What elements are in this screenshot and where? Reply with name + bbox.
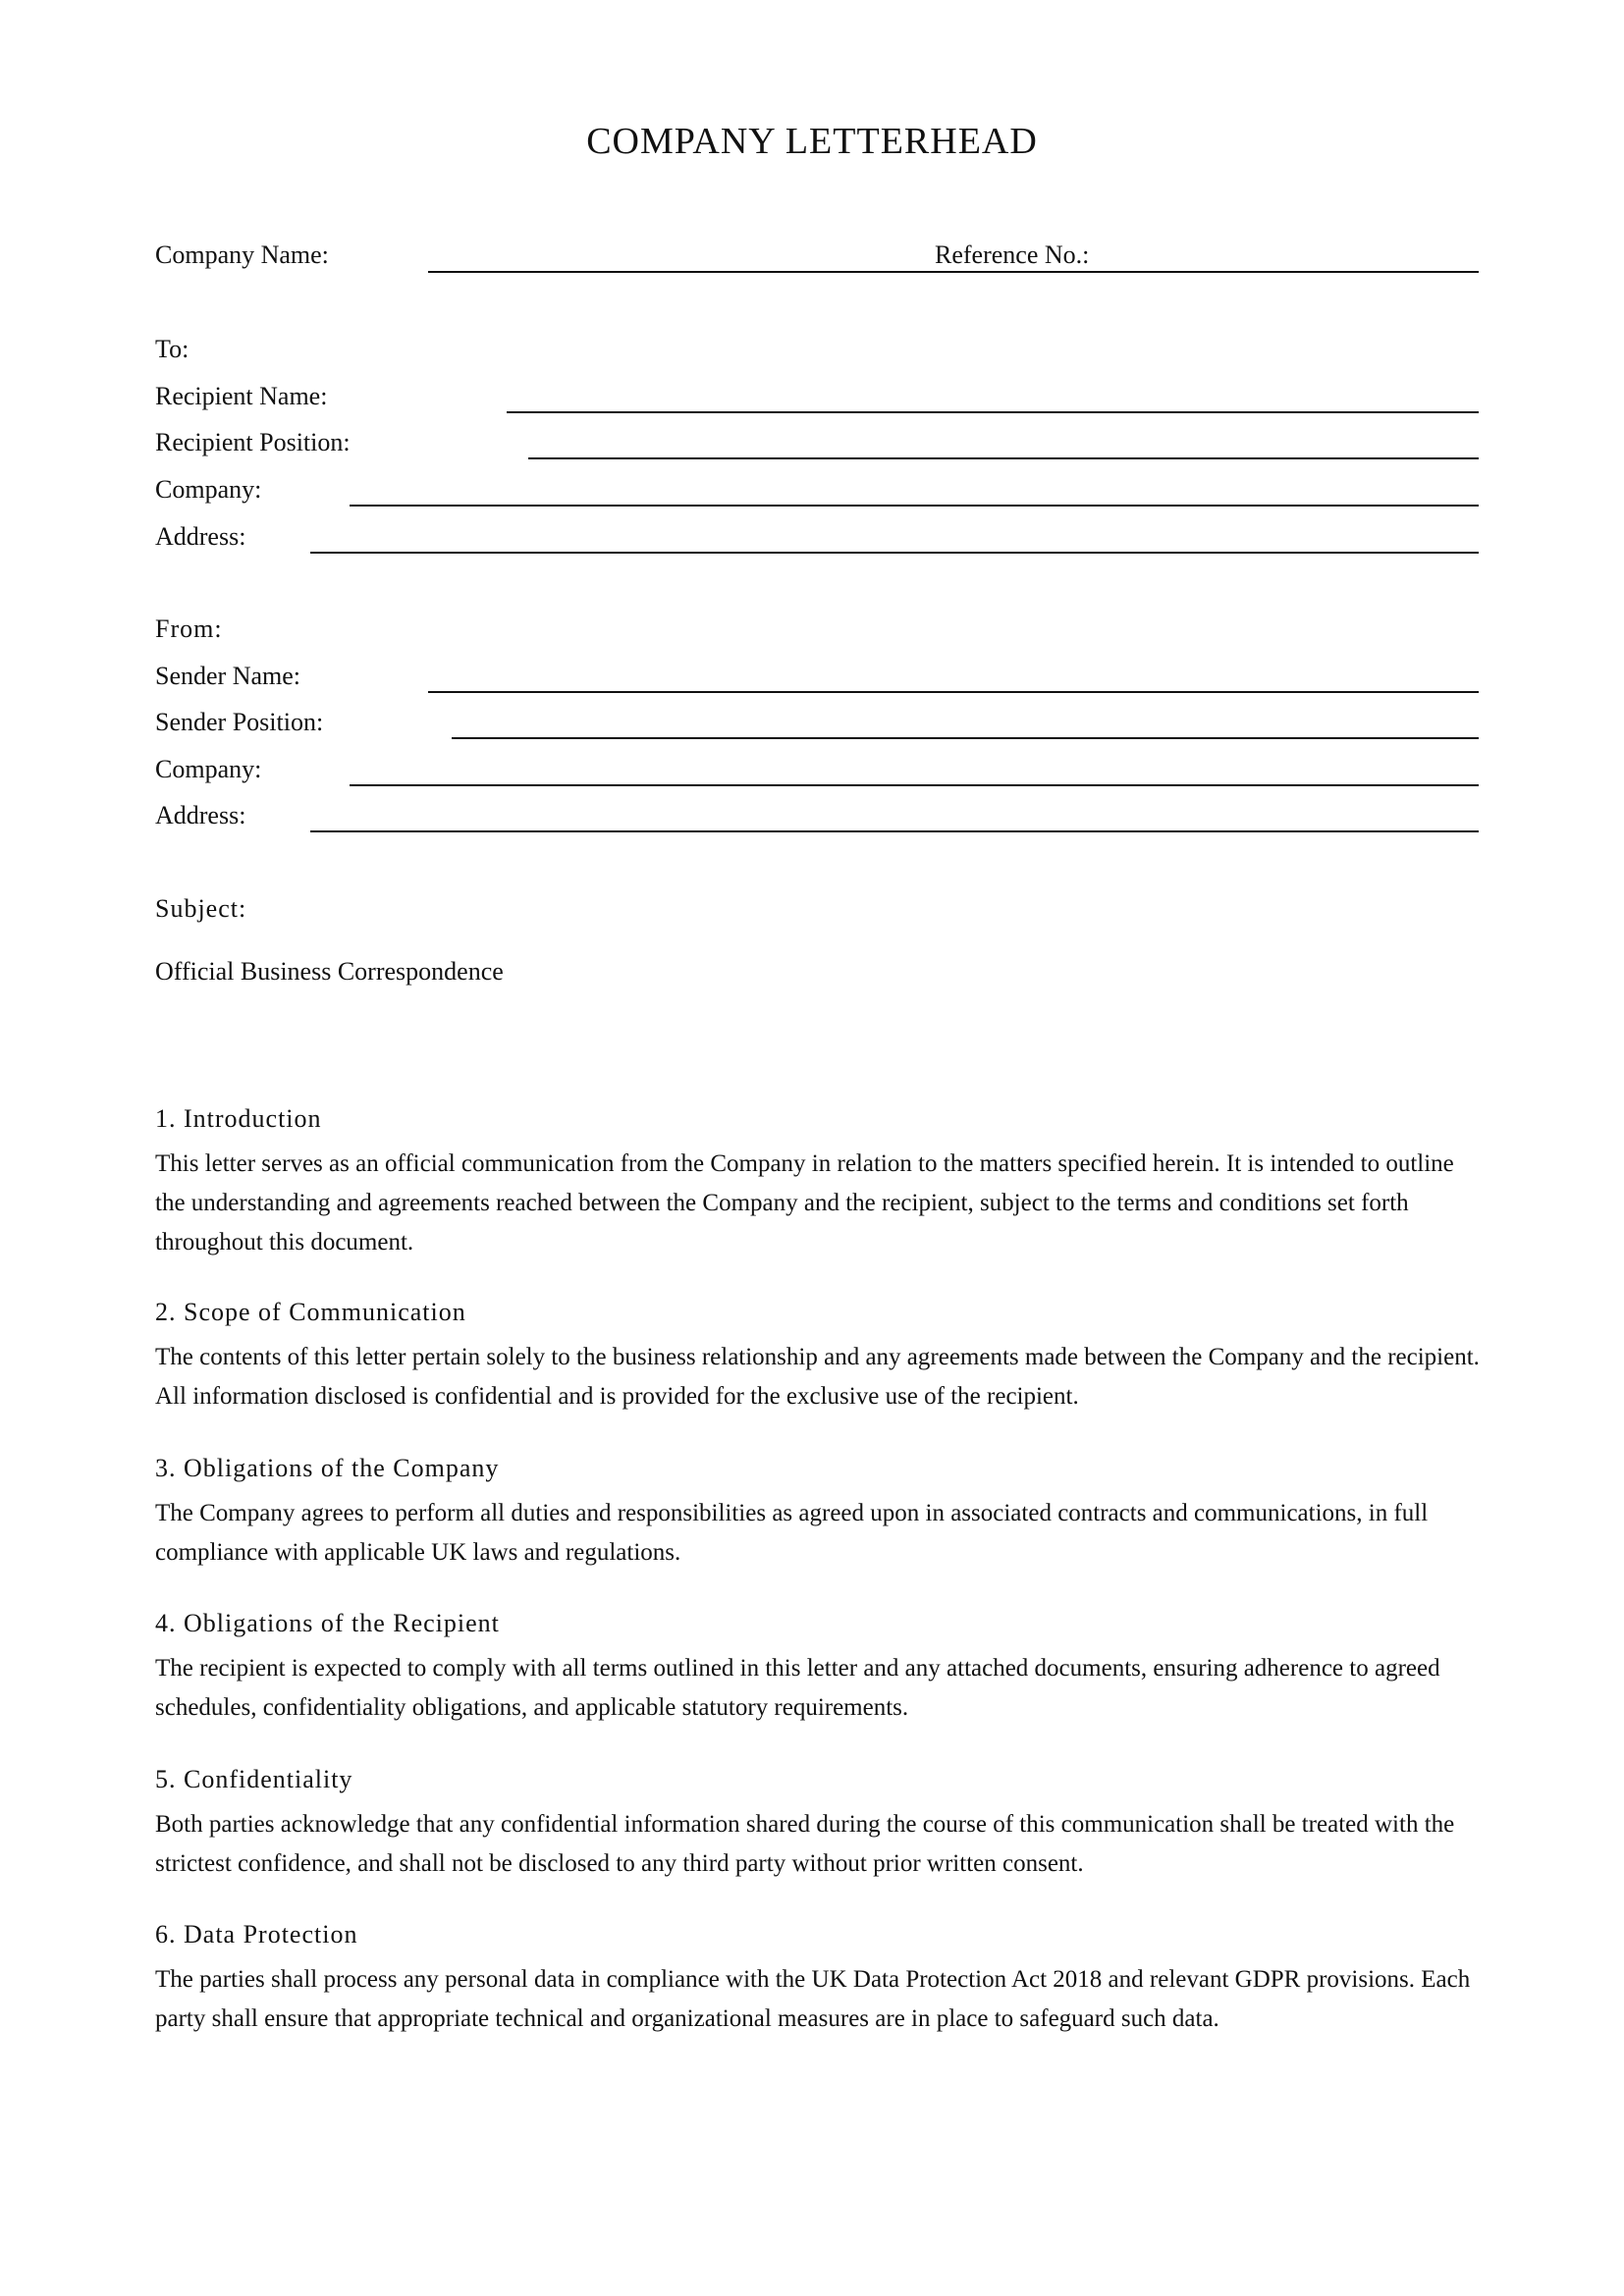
- company-name-label: Company Name:: [155, 240, 329, 269]
- section-body: The Company agrees to perform all duties and responsibilities as agreed upon in associated contracts and communications, in full compliance with applicable UK laws and regulations.: [155, 1500, 1429, 1566]
- page-title: COMPANY LETTERHEAD: [586, 121, 1038, 162]
- section-body: The recipient is expected to comply with all terms outlined in this letter and any attached documents, ensuring adherence to agreed schedules, confidentiality obligations, and applicable statutory requirements.: [155, 1655, 1440, 1721]
- to-heading: To:: [155, 335, 189, 363]
- section-heading: 6. Data Protection: [155, 1920, 358, 1949]
- section-heading: 1. Introduction: [155, 1104, 322, 1133]
- sender-name-field[interactable]: [428, 691, 1479, 693]
- recipient-position-label: Recipient Position:: [155, 428, 351, 456]
- sender-position-field[interactable]: [452, 737, 1479, 739]
- subject-value: Official Business Correspondence: [155, 957, 504, 986]
- recipient-company-label: Company:: [155, 475, 262, 504]
- section-heading: 3. Obligations of the Company: [155, 1454, 500, 1482]
- subject-label: Subject:: [155, 894, 247, 923]
- recipient-position-field[interactable]: [528, 457, 1479, 459]
- section-heading: 5. Confidentiality: [155, 1765, 353, 1793]
- section-heading: 2. Scope of Communication: [155, 1298, 466, 1326]
- section-body: The contents of this letter pertain solely to the business relationship and any agreements made between the Company and the recipient. All information disclosed is confidential and is provided for the exclusive use of the recipient.: [155, 1344, 1480, 1410]
- sender-company-field[interactable]: [350, 784, 1479, 786]
- sender-address-field[interactable]: [310, 830, 1479, 832]
- from-heading: From:: [155, 614, 223, 643]
- recipient-address-field[interactable]: [310, 552, 1479, 554]
- sender-position-label: Sender Position:: [155, 708, 324, 736]
- recipient-name-field[interactable]: [507, 411, 1479, 413]
- section-body: Both parties acknowledge that any confidential information shared during the course of this communication shall be treated with the strictest confidence, and shall not be disclosed to any third party without prior written consent.: [155, 1811, 1455, 1877]
- sender-company-label: Company:: [155, 755, 262, 783]
- sender-address-label: Address:: [155, 801, 246, 829]
- recipient-address-label: Address:: [155, 522, 246, 551]
- section-heading: 4. Obligations of the Recipient: [155, 1609, 500, 1637]
- section-body: The parties shall process any personal data in compliance with the UK Data Protection Act 2018 and relevant GDPR provisions. Each party shall ensure that appropriate technical and organizational measures are in place to safeguard such data.: [155, 1966, 1471, 2032]
- sender-name-label: Sender Name:: [155, 662, 301, 690]
- reference-number-label: Reference No.:: [935, 240, 1090, 269]
- recipient-name-label: Recipient Name:: [155, 382, 328, 410]
- company-name-field[interactable]: [428, 271, 1479, 273]
- recipient-company-field[interactable]: [350, 505, 1479, 507]
- section-body: This letter serves as an official communication from the Company in relation to the matters specified herein. It is intended to outline the understanding and agreements reached between the Company and the recipient, subject to the terms and conditions set forth throughout this document.: [155, 1150, 1454, 1255]
